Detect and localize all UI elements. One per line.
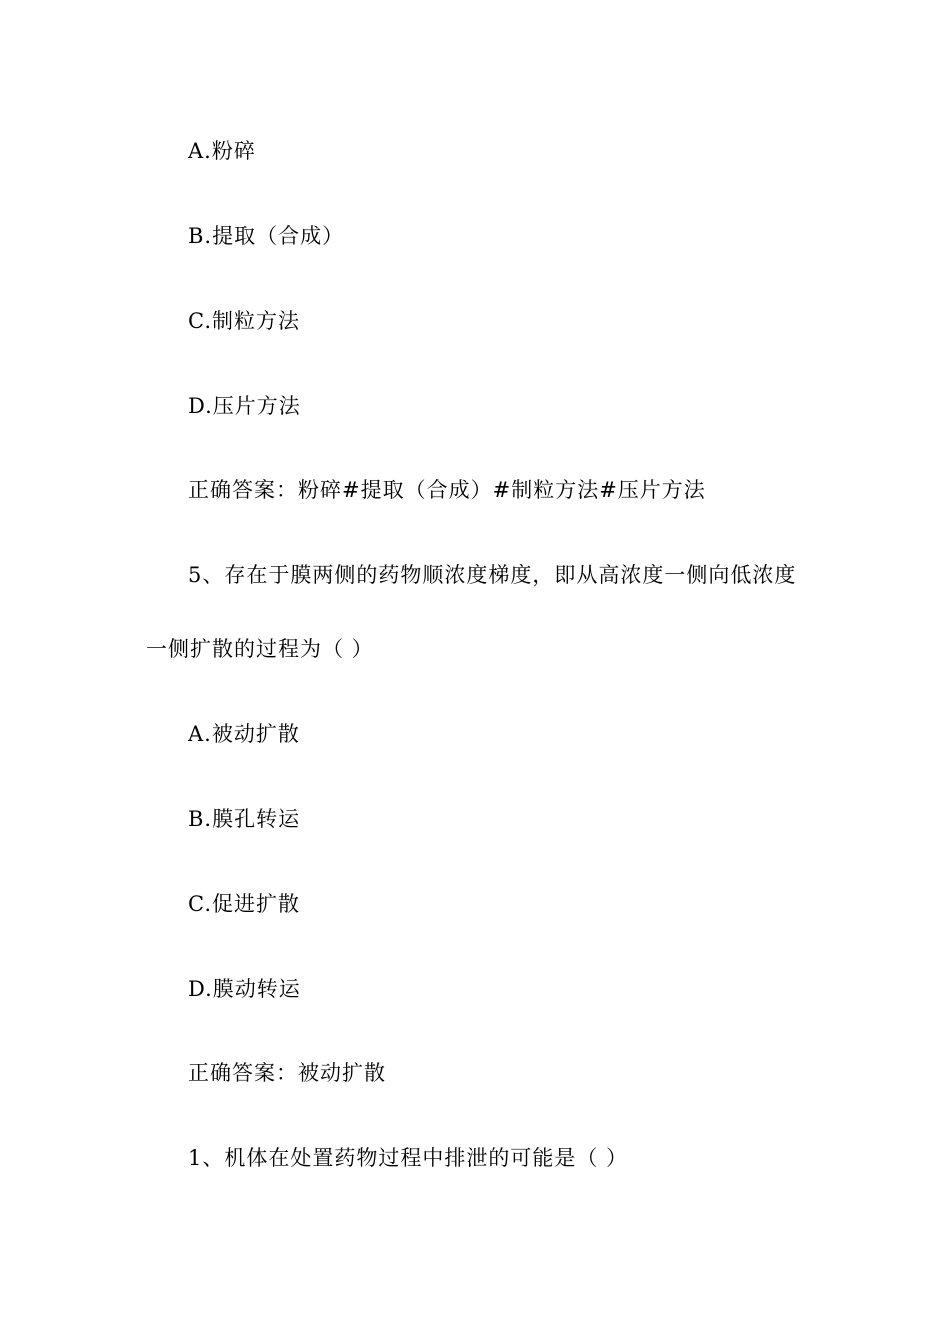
option-d: D.膜动转运 [188, 977, 301, 1001]
correct-answer: 正确答案：粉碎#提取（合成）#制粒方法#压片方法 [188, 478, 706, 502]
option-b: B.膜孔转运 [188, 807, 301, 831]
option-c: C.促进扩散 [188, 892, 300, 916]
option-a: A.粉碎 [188, 139, 256, 163]
option-d: D.压片方法 [188, 394, 301, 418]
option-c: C.制粒方法 [188, 309, 300, 333]
question-stem: 5、存在于膜两侧的药物顺浓度梯度，即从高浓度一侧向低浓度 [188, 563, 797, 587]
option-b: B.提取（合成） [188, 224, 345, 248]
correct-answer: 正确答案：被动扩散 [188, 1061, 386, 1085]
question-stem: 1、机体在处置药物过程中排泄的可能是（ ） [188, 1146, 629, 1170]
option-a: A.被动扩散 [188, 722, 300, 746]
question-stem-continued: 一侧扩散的过程为（ ） [146, 637, 374, 661]
